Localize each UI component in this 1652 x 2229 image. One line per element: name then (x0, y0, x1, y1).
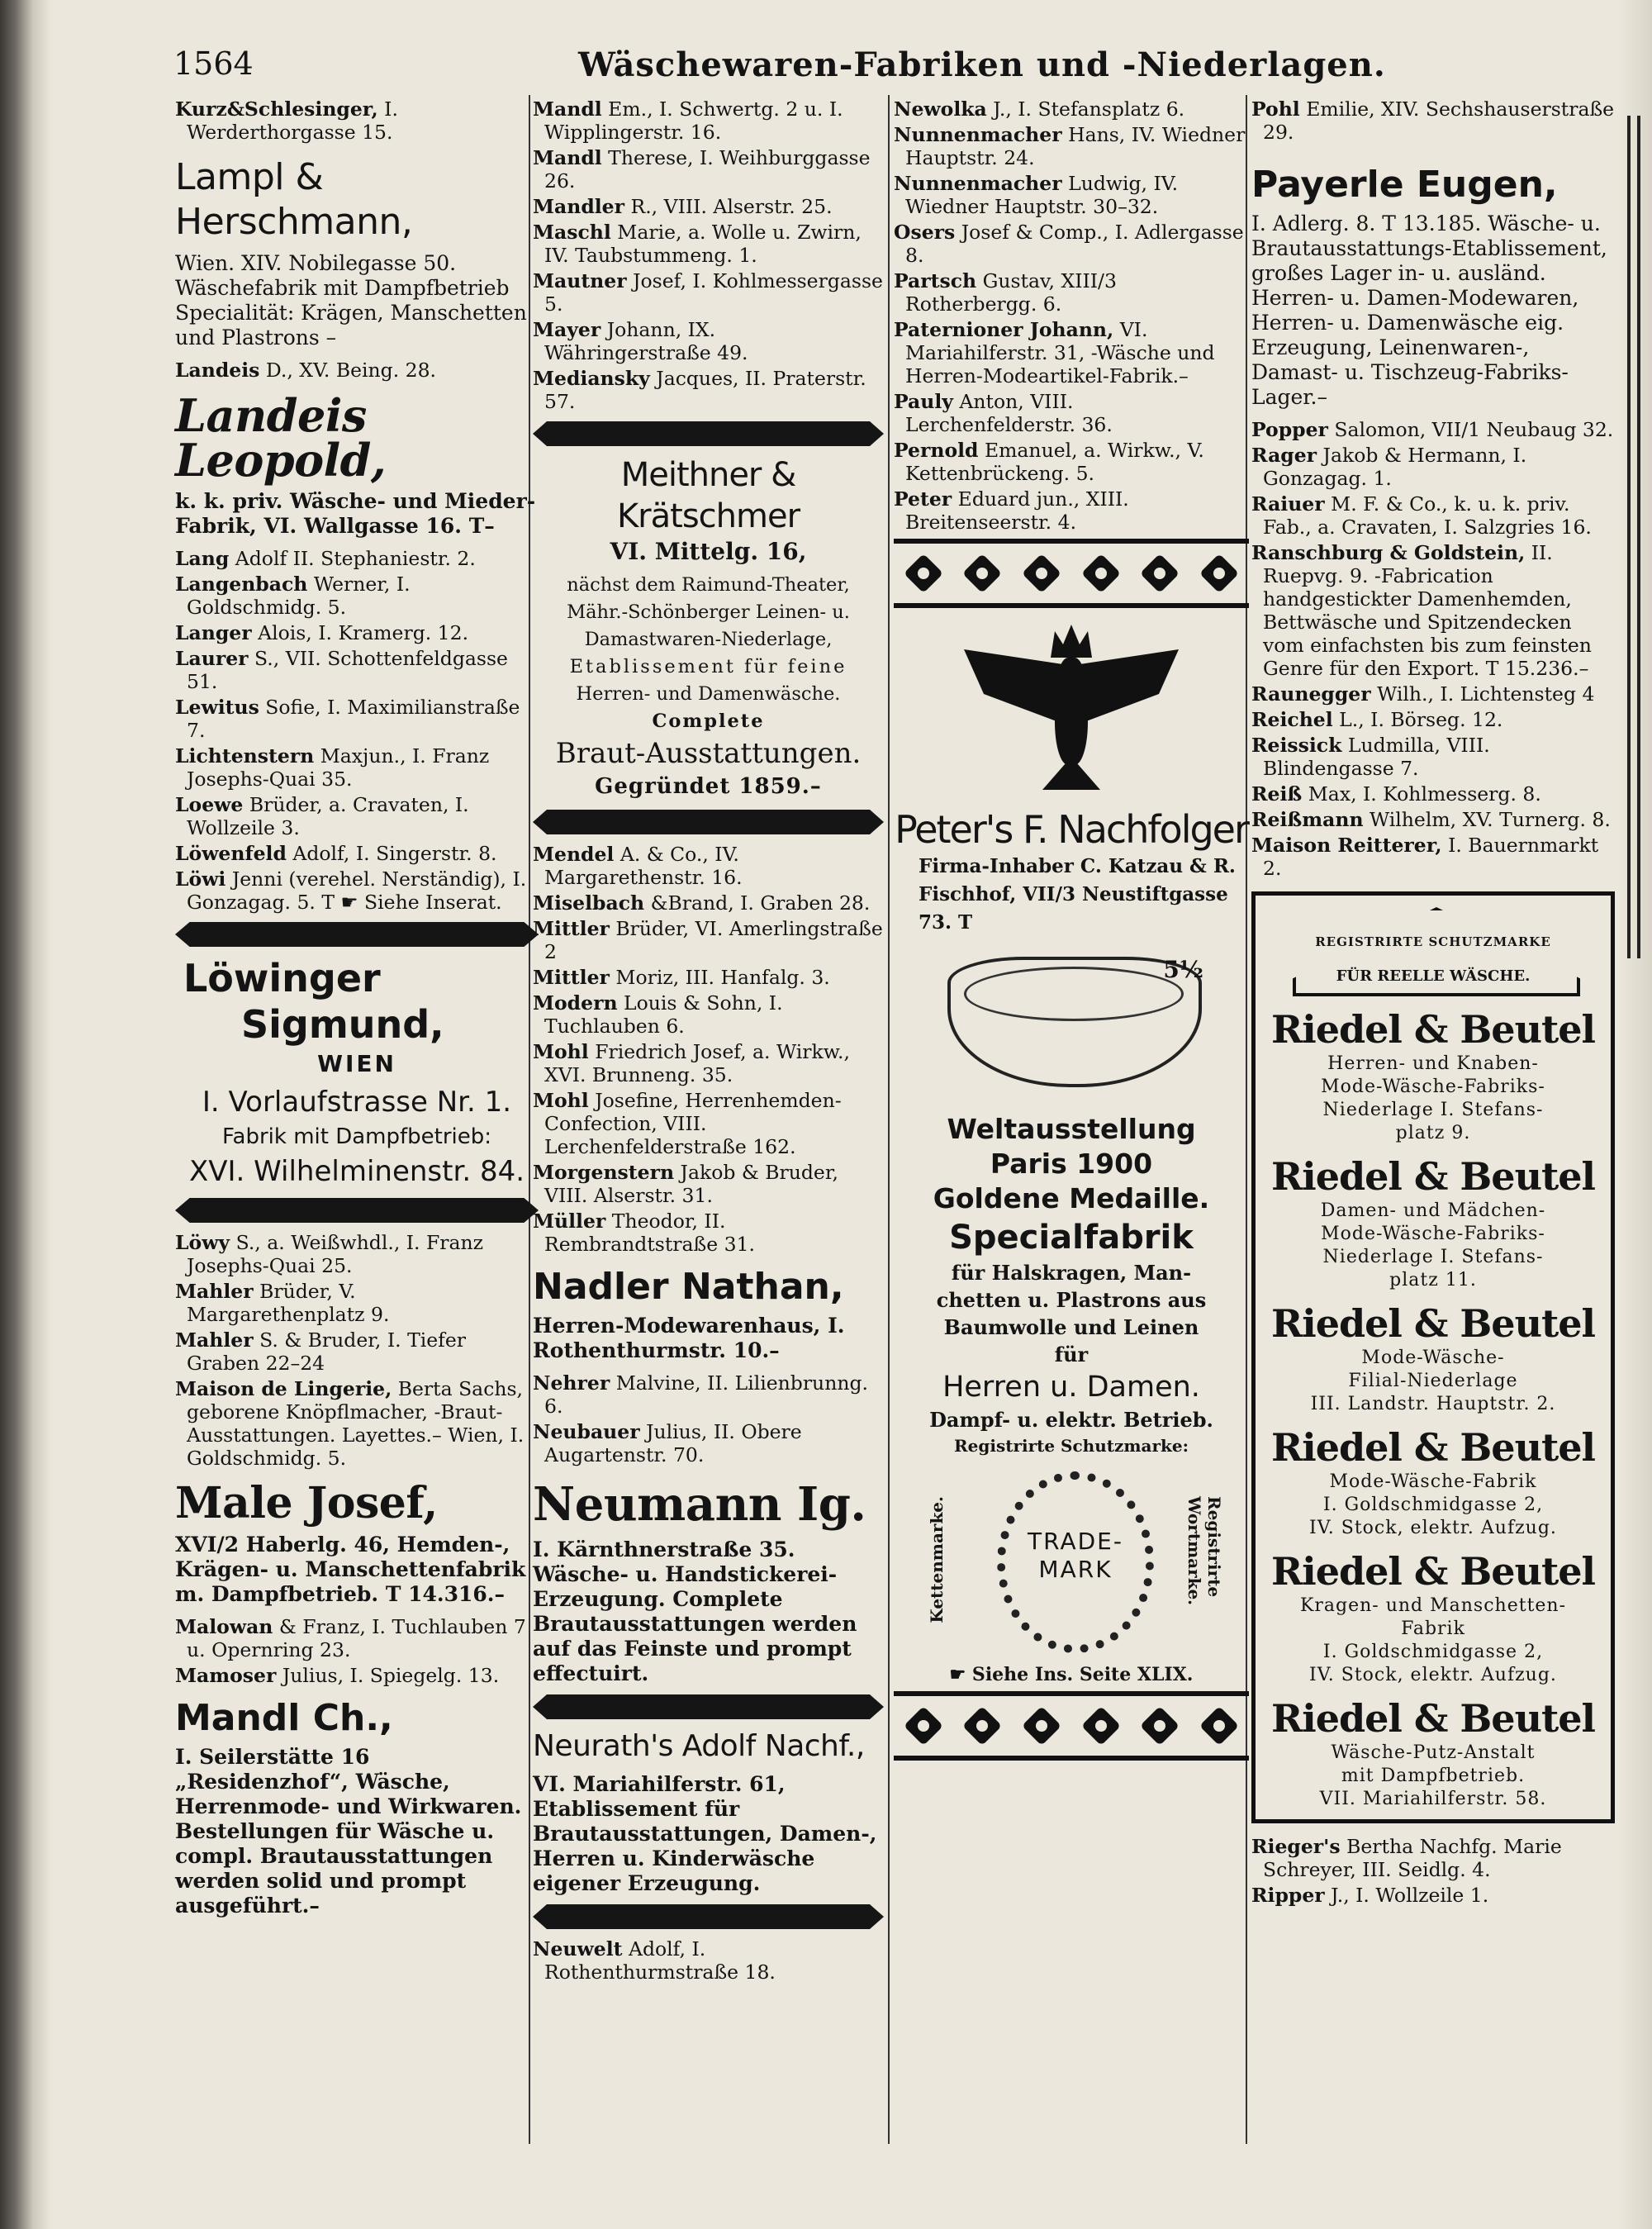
entry-list (175, 1615, 539, 1687)
list-item: Nehrer Malvine, II. Lilienbrunng. 6. (533, 1371, 868, 1418)
ornament-diamond-icon (1022, 1706, 1061, 1746)
ornament-diamond-icon (1081, 554, 1121, 593)
list-item: Reissick Ludmilla, VIII. Blindengasse 7. (1251, 734, 1490, 780)
list-item: Löwy S., a. Weißwhdl., I. Franz Josephs-Quai 25. (175, 1231, 484, 1277)
list-item: Mautner Josef, I. Kohlmessergasse 5. (533, 269, 883, 316)
ad-title: Meithner & Krätschmer (616, 456, 800, 535)
list-item: Löwi Jenni (verehel. Nerständig), I. Gonzagag. 5. T ☛ Siehe Inserat. (175, 867, 527, 914)
ad-title: Riedel & Beutel (1270, 1425, 1595, 1470)
ad-title: Riedel & Beutel (1270, 1549, 1595, 1594)
page-header (173, 45, 1627, 95)
entry-list (175, 1231, 539, 1470)
ad-line: Herren- und Knaben- (1327, 1053, 1539, 1074)
list-item: Mittler Brüder, VI. Amerlingstraße 2 (533, 917, 883, 963)
list-item: Miselbach &Brand, I. Graben 28. (533, 891, 871, 915)
ad-city: WIEN (317, 1050, 396, 1077)
ad-body-payerle: I. Adlerg. 8. T 13.185. Wäsche- u. Brautausstattungs-Etablissement, großes Lager in- u. ausländ. Herren- u. Damen-Modewaren, Herren- u. Damenwäsche eig. Erzeugung, Leinenwaren-, Damast- u. Tischzeug-Fabriks-Lager.– (1251, 211, 1607, 409)
column-4 (1251, 97, 1615, 1909)
ornament-diamond-icon (1199, 1706, 1239, 1746)
ad-riedel-beutel (1251, 891, 1615, 1823)
list-item: Pohl Emilie, XIV. Sechshauserstraße 29. (1251, 97, 1615, 144)
ad-line: Mode-Wäsche-Fabriks- (1321, 1224, 1545, 1244)
ornament-bar (175, 1198, 539, 1223)
list-item: Lichtenstern Maxjun., I. Franz Josephs-Quai 35. (175, 744, 490, 791)
ad-line: chetten u. Plastrons aus (936, 1288, 1207, 1312)
ad-title-landeis: Landeis Leopold, (175, 389, 387, 487)
list-item: Loewe Brüder, a. Cravaten, I. Wollzeile 3. (175, 793, 469, 839)
riedel-block (1265, 1548, 1601, 1687)
ad-line: Damen- und Mädchen- (1320, 1200, 1546, 1221)
ad-line: I. Goldschmidgasse 2, (1322, 1495, 1544, 1515)
ad-herren: Herren u. Damen. (942, 1371, 1200, 1404)
ad-line: Wäsche-Putz-Anstalt (1331, 1742, 1536, 1763)
ad-body-landeis: k. k. priv. Wäsche- und Mieder-Fabrik, VI. Wallgasse 16. T– (175, 489, 536, 538)
list-item: Reiß Max, I. Kohlmesserg. 8. (1251, 782, 1541, 806)
list-item: Popper Salomon, VII/1 Neubaug 32. (1251, 418, 1614, 441)
list-item: Mandl Therese, I. Weihburggasse 26. (533, 146, 871, 192)
ad-title: Peter's F. Nachfolger (895, 807, 1248, 852)
ad-line: IV. Stock, elektr. Aufzug. (1309, 1665, 1557, 1685)
trademark-shield-icon (1293, 907, 1574, 998)
list-item: Neuwelt Adolf, I. Rothenthurmstraße 18. (533, 1937, 776, 1984)
ad-line: Herren- und Damenwäsche. (576, 683, 841, 705)
ad-expo: Paris 1900 (990, 1148, 1153, 1180)
list-item: Mahler S. & Bruder, I. Tiefer Graben 22–24 (175, 1328, 467, 1375)
ad-title-line: Sigmund, (241, 1002, 444, 1047)
next-page-edge (1619, 0, 1652, 2229)
ad-body-mandl: I. Seilerstätte 16 „Residenzhof“, Wäsche, Herrenmode- und Wirkwaren. Bestellungen für Wäsche u. compl. Brautausstattungen werden solid und prompt ausgeführt.– (175, 1745, 522, 1918)
entry-list (175, 97, 539, 144)
page-number: 1564 (173, 45, 254, 82)
ad-line: Mode-Wäsche-Fabriks- (1321, 1076, 1545, 1097)
list-item: Müller Theodor, II. Rembrandtstraße 31. (533, 1210, 755, 1256)
list-item: Ripper J., I. Wollzeile 1. (1251, 1884, 1489, 1907)
ad-line: platz 9. (1395, 1123, 1471, 1143)
list-item: Nunnenmacher Ludwig, IV. Wiedner Hauptstr. 30–32. (894, 172, 1179, 218)
see-reference: ☛ Siehe Ins. Seite XLIX. (949, 1664, 1194, 1685)
list-item: Mandler R., VIII. Alserstr. 25. (533, 195, 833, 218)
ad-title-mandl: Mandl Ch., (175, 1697, 393, 1739)
shield-bottom-text: FÜR REELLE WÄSCHE. (1336, 967, 1531, 985)
list-item: Osers Josef & Comp., I. Adlergasse 8. (894, 221, 1244, 267)
list-item: Mamoser Julius, I. Spiegelg. 13. (175, 1664, 500, 1687)
list-item: Rieger's Bertha Nachfg. Marie Schreyer, III. Seidlg. 4. (1251, 1835, 1562, 1881)
ornament-diamond-icon (1022, 554, 1061, 593)
list-item: Mediansky Jacques, II. Praterstr. 57. (533, 367, 866, 413)
ad-line: platz 11. (1389, 1270, 1477, 1290)
ad-body-male: XVI/2 Haberlg. 46, Hemden-, Krägen- u. Manschettenfabrik m. Dampfbetrieb. T 14.316.– (175, 1533, 526, 1606)
ad-title-line: Löwinger (183, 956, 381, 1000)
running-title: Wäschewaren-Fabriken und -Niederlagen. (578, 45, 1386, 84)
list-item: Maison de Lingerie, Berta Sachs, geborene Knöpflmacher, -Braut-Ausstattungen. Layettes.– Wien, I. Goldschmidg. 5. (175, 1377, 525, 1470)
ornament-diamond-icon (1081, 1706, 1121, 1746)
ornament-bar (533, 421, 884, 446)
list-item: Lewitus Sofie, I. Maximilianstraße 7. (175, 696, 520, 742)
trademark-right-label: Registrirte Wortmarke. (1184, 1496, 1224, 1606)
double-eagle-icon (947, 616, 1195, 798)
riedel-block (1265, 1006, 1601, 1145)
ad-line: Niederlage I. Stefans- (1322, 1100, 1544, 1120)
list-item: Modern Louis & Sohn, I. Tuchlauben 6. (533, 991, 783, 1038)
list-item: Mohl Friedrich Josef, a. Wirkw., XVI. Brunneng. 35. (533, 1040, 850, 1086)
ornament-diamond-icon (962, 1706, 1002, 1746)
ad-title: Riedel & Beutel (1270, 1154, 1595, 1199)
ornament-bar (175, 922, 539, 947)
entry-list (175, 547, 539, 914)
ornament-band (894, 1691, 1249, 1761)
ornament-diamond-icon (962, 554, 1002, 593)
list-item: Mandl Em., I. Schwertg. 2 u. I. Wipplingerstr. 16. (533, 97, 843, 144)
ornament-bar (533, 810, 884, 834)
ad-body-neumann: I. Kärnthnerstraße 35. Wäsche- u. Handstickerei-Erzeugung. Complete Brautausstattungen werden auf das Feinste und prompt effectuirt. (533, 1537, 857, 1685)
ad-line: Filial-Niederlage (1348, 1371, 1518, 1391)
entry-list (1251, 418, 1615, 880)
entry-list (533, 97, 884, 413)
ad-title-male: Male Josef, (175, 1478, 438, 1528)
ad-line: Mode-Wäsche- (1361, 1347, 1505, 1368)
list-item: Laurer S., VII. Schottenfeldgasse 51. (175, 647, 508, 693)
list-item: Lang Adolf II. Stephaniestr. 2. (175, 547, 476, 570)
ad-body-lampl: Wien. XIV. Nobilegasse 50. Wäschefabrik mit Dampfbetrieb Specialität: Krägen, Manschetten und Plastrons – (175, 251, 527, 349)
list-item: Morgenstern Jakob & Bruder, VIII. Alserstr. 31. (533, 1161, 838, 1207)
ad-body-nadler: Herren-Modewarenhaus, I. Rothenthurmstr. 10.– (533, 1314, 845, 1362)
list-item: Landeis D., XV. Being. 28. (175, 359, 437, 382)
ad-title: Riedel & Beutel (1270, 1301, 1595, 1346)
ad-title-lampl: Lampl & Herschmann, (175, 156, 413, 243)
list-item: Löwenfeld Adolf, I. Singerstr. 8. (175, 842, 497, 865)
entry-list (894, 97, 1249, 534)
ad-title-nadler: Nadler Nathan, (533, 1266, 844, 1308)
ad-firm: Firma-Inhaber C. Katzau & R. Fischhof, VII/3 Neustiftgasse 73. T (919, 855, 1236, 934)
ad-line: Mähr.-Schönberger Leinen- u. (567, 601, 850, 623)
list-item: Raiuer M. F. & Co., k. u. k. priv. Fab., a. Cravaten, I. Salzgries 16. (1251, 492, 1592, 539)
riedel-block (1265, 1153, 1601, 1292)
column-2 (533, 97, 884, 1986)
list-item: Mayer Johann, IX. Währingerstraße 49. (533, 318, 748, 364)
list-item: Neubauer Julius, II. Obere Augartenstr. 70. (533, 1420, 802, 1466)
list-item: Raunegger Wilh., I. Lichtensteg 4 (1251, 682, 1595, 706)
ad-expo: Weltausstellung (947, 1113, 1196, 1145)
ad-line: für Halskragen, Man- (951, 1261, 1192, 1285)
ad-title: Riedel & Beutel (1270, 1696, 1595, 1741)
collar-illustration-icon (931, 948, 1212, 1105)
book-binding (0, 0, 51, 2229)
entry-list (533, 1937, 884, 1984)
ad-meithner (533, 421, 884, 834)
entry-list (533, 1371, 884, 1466)
list-item: Maschl Marie, a. Wolle u. Zwirn, IV. Taubstummeng. 1. (533, 221, 862, 267)
list-item: Langer Alois, I. Kramerg. 12. (175, 621, 469, 644)
ad-line: Kragen- und Manschetten- (1299, 1595, 1567, 1616)
list-item: Pauly Anton, VIII. Lerchenfelderstr. 36. (894, 390, 1113, 436)
entry-list (533, 843, 884, 1256)
ad-expo: Goldene Medaille. (933, 1182, 1210, 1214)
column-3 (894, 97, 1249, 1766)
entry-list (1251, 1835, 1615, 1907)
ad-factory-label: Fabrik mit Dampfbetrieb: (221, 1124, 492, 1149)
ad-line: Damastwaren-Niederlage, (584, 629, 833, 650)
riedel-block (1265, 1424, 1601, 1540)
list-item: Partsch Gustav, XIII/3 Rotherbergg. 6. (894, 269, 1117, 316)
list-item: Mahler Brüder, V. Margarethenplatz 9. (175, 1280, 390, 1326)
ad-factory-address: XVI. Wilhelminenstr. 84. (188, 1155, 525, 1188)
list-item: Mittler Moriz, III. Hanfalg. 3. (533, 966, 830, 989)
list-item: Peter Eduard jun., XIII. Breitenseerstr. 4. (894, 487, 1129, 534)
ad-steam: Dampf- u. elektr. Betrieb. (929, 1408, 1213, 1432)
ornament-diamond-icon (1140, 554, 1180, 593)
trademark-block (894, 1463, 1249, 1686)
list-item: Nunnenmacher Hans, IV. Wiedner Hauptstr. 24. (894, 123, 1246, 169)
list-item: Mohl Josefine, Herrenhemden-Confection, VIII. Lerchenfelderstraße 162. (533, 1089, 842, 1158)
ornament-band (894, 539, 1249, 608)
ad-line: IV. Stock, elektr. Aufzug. (1309, 1518, 1557, 1538)
riedel-block (1265, 1300, 1601, 1416)
ad-line: I. Goldschmidgasse 2, (1322, 1642, 1544, 1662)
list-item: Mendel A. & Co., IV. Margarethenstr. 16. (533, 843, 743, 889)
list-item: Reißmann Wilhelm, XV. Turnerg. 8. (1251, 808, 1611, 831)
ad-street: VI. Mittelg. 16, (610, 538, 807, 565)
ornament-diamond-icon (904, 554, 943, 593)
list-item: Reichel L., I. Börseg. 12. (1251, 708, 1503, 731)
ad-line: III. Landstr. Hauptstr. 2. (1310, 1394, 1556, 1414)
list-item: Newolka J., I. Stefansplatz 6. (894, 97, 1185, 121)
ad-line: Baumwolle und Leinen (943, 1315, 1199, 1339)
ad-registered: Registrirte Schutzmarke: (954, 1436, 1189, 1456)
ad-braut: Braut-Ausstattungen. (555, 737, 862, 770)
ornament-bar (533, 1694, 884, 1719)
column-1 (175, 97, 539, 1927)
ad-line: mit Dampfbetrieb. (1341, 1766, 1526, 1786)
trademark-text: TRADE-MARK (1028, 1528, 1123, 1583)
list-item: Maison Reitterer, I. Bauernmarkt 2. (1251, 834, 1599, 880)
ad-title-neurath: Neurath's Adolf Nachf., (533, 1729, 865, 1763)
ad-line: Mode-Wäsche-Fabrik (1329, 1471, 1537, 1492)
ad-complete: Complete (652, 711, 765, 732)
shield-top-text: REGISTRIRTE SCHUTZMARKE (1315, 934, 1551, 949)
entry-list (1251, 97, 1615, 144)
ad-line: Fabrik (1401, 1618, 1465, 1639)
ornament-bar (533, 1904, 884, 1929)
list-item: Ranschburg & Goldstein, II. Ruepvg. 9. -Fabrication handgestickter Damenhemden, Bettwäsche und Spitzendecken vom einfachsten bis zum feinsten Genre für den Export. T 15.236.– (1251, 541, 1592, 680)
ad-body-neurath: VI. Mariahilferstr. 61, Etablissement für Brautausstattungen, Damen-, Herren u. Kinderwäsche eigener Erzeugung. (533, 1772, 877, 1895)
ad-title-neumann: Neumann Ig. (533, 1477, 866, 1532)
ad-title-payerle: Payerle Eugen, (1251, 164, 1558, 206)
ad-peter (894, 539, 1249, 1761)
next-page-rule (1627, 116, 1640, 958)
ornament-diamond-icon (1199, 554, 1239, 593)
ad-line: VII. Mariahilferstr. 58. (1319, 1789, 1547, 1809)
list-item: Rager Jakob & Hermann, I. Gonzagag. 1. (1251, 444, 1527, 490)
ad-line: nächst dem Raimund-Theater, (567, 574, 850, 596)
list-item: Malowan & Franz, I. Tuchlauben 7 u. Opernring 23. (175, 1615, 526, 1661)
ad-special: Specialfabrik (949, 1219, 1194, 1257)
ad-address: I. Vorlaufstrasse Nr. 1. (202, 1086, 512, 1119)
trademark-left-label: Kettenmarke. (927, 1496, 947, 1623)
list-item: Kurz&Schlesinger, I. Werderthorgasse 15. (175, 97, 398, 144)
ad-line: Niederlage I. Stefans- (1322, 1247, 1544, 1267)
ad-title: Riedel & Beutel (1270, 1007, 1595, 1052)
list-item: Pernold Emanuel, a. Wirkw., V. Kettenbrückeng. 5. (894, 439, 1204, 485)
list-item: Langenbach Werner, I. Goldschmidg. 5. (175, 573, 411, 619)
column-divider (888, 95, 890, 2144)
ad-line: Etablissement für feine (569, 656, 847, 677)
ad-line: für (1054, 1343, 1089, 1366)
riedel-block (1265, 1695, 1601, 1811)
collar-size: 5½ (1163, 956, 1203, 983)
ad-lowinger (175, 922, 539, 1223)
ornament-diamond-icon (1140, 1706, 1180, 1746)
ornament-diamond-icon (904, 1706, 943, 1746)
ad-founded: Gegründet 1859.– (595, 774, 822, 799)
list-item: Paternioner Johann, VI. Mariahilferstr. 31, -Wäsche und Herren-Modeartikel-Fabrik.– (894, 318, 1215, 387)
